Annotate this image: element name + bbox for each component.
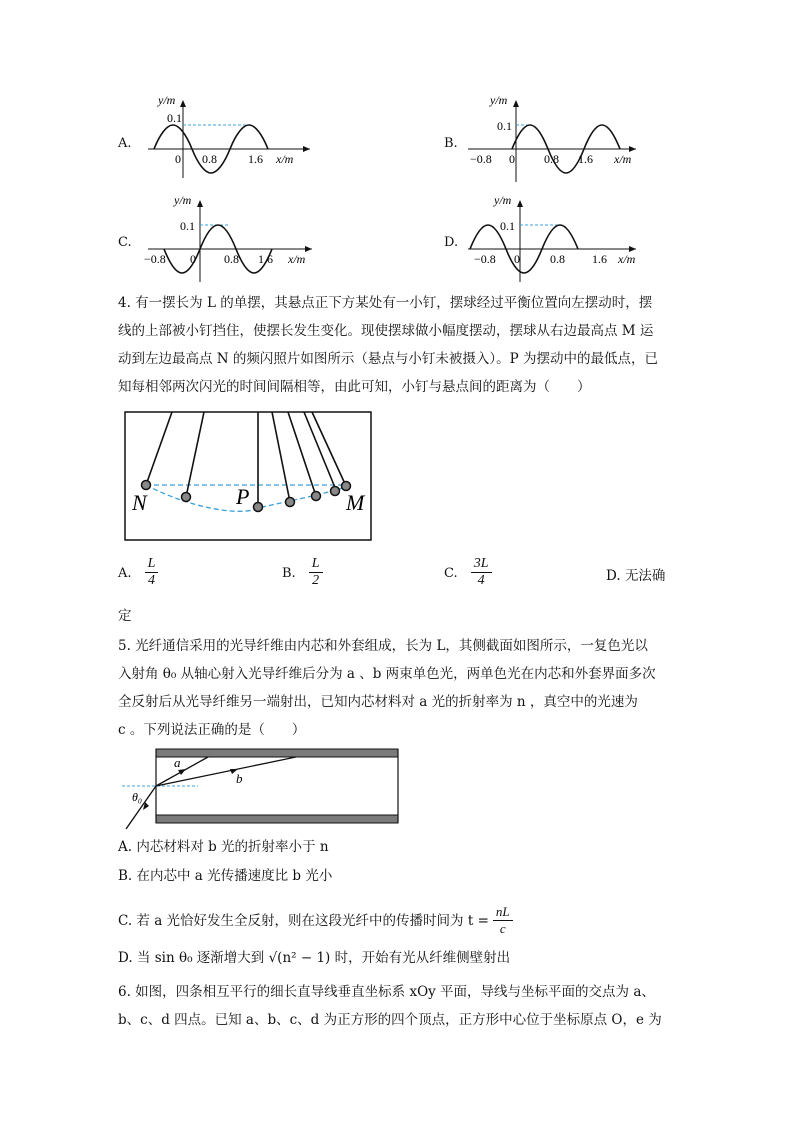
- q3-b-yaxis: y/m: [490, 93, 508, 107]
- label-b: b: [236, 771, 243, 786]
- q5-option-b[interactable]: B. 在内芯中 a 光传播速度比 b 光小: [118, 868, 333, 884]
- q3-d-amp: 0.1: [500, 219, 515, 233]
- bob: [182, 493, 191, 502]
- q3-d-tick: 1.6: [592, 252, 607, 266]
- bob: [142, 481, 151, 490]
- q5-option-a[interactable]: A. 内芯材料对 b 光的折射率小于 n: [118, 839, 329, 855]
- q6-stem-line-2: b、c、d 四点。已知 a、b、c、d 为正方形的四个顶点，正方形中心位于坐标原点 O，e 为: [118, 1012, 662, 1028]
- q3-b-xaxis: x/m: [614, 152, 632, 166]
- label-P: P: [236, 484, 250, 509]
- c-formula-num: nL: [493, 904, 513, 921]
- q3-c-tick: 1.6: [258, 252, 273, 266]
- q3-a-xaxis: x/m: [276, 152, 294, 166]
- q4-stem-line-4: 知每相邻两次闪光的时间间隔相等，由此可知，小钉与悬点间的距离为（ ）: [118, 379, 591, 395]
- label-N: N: [132, 490, 147, 515]
- q3-a-tick: 0.8: [202, 152, 217, 166]
- q3-b-tick: 1.6: [578, 152, 593, 166]
- q3-graph-c: [140, 192, 320, 284]
- q3-graph-a: [140, 92, 320, 184]
- bob: [312, 492, 321, 501]
- q4-stem-line-1: 4. 有一摆长为 L 的单摆，其悬点正下方某处有一小钉，摆球经过平衡位置向左摆动时，摆: [118, 295, 653, 311]
- q3-a-yaxis: y/m: [158, 93, 176, 107]
- q5-stem-line-4: c 。下列说法正确的是（ ）: [118, 722, 306, 738]
- q4-stem-line-2: 线的上部被小钉挡住，使摆长发生变化。现使摆球做小幅度摆动，摆球从右边最高点 M 运: [118, 323, 654, 339]
- q5-option-d[interactable]: D. 当 sin θ₀ 逐渐增大到 √(n² − 1) 时，开始有光从纤维侧壁射出: [118, 950, 511, 966]
- q3-d-tick: 0.8: [550, 252, 565, 266]
- q3-d-xaxis: x/m: [618, 252, 636, 266]
- q4-option-b[interactable]: B. $\frac{L}{2}$: [282, 556, 323, 589]
- q3-b-tick: 0.8: [544, 152, 559, 166]
- q3-graph-b: [464, 92, 644, 184]
- q5-stem-line-3: 全反射后从光导纤维另一端射出，已知内芯材料对 a 光的折射率为 n ，真空中的光速为: [118, 694, 638, 710]
- q3-a-tick: 0: [175, 152, 181, 166]
- q3-b-tick: −0.8: [470, 152, 492, 166]
- q3-c-tick: −0.8: [144, 252, 166, 266]
- q3-c-tick: 0: [190, 252, 196, 266]
- q5-stem-line-2: 入射角 θ₀ 从轴心射入光导纤维后分为 a 、b 两束单色光，两单色光在内芯和外套界面多次: [118, 666, 656, 682]
- q4-option-d-wrap: 定: [118, 608, 132, 624]
- q3-d-tick: −0.8: [474, 252, 496, 266]
- q3-a-amp: 0.1: [167, 111, 182, 125]
- q3-c-yaxis: y/m: [174, 193, 192, 207]
- q3-b-amp: 0.1: [497, 119, 512, 133]
- q4-option-d[interactable]: D. 无法确: [606, 568, 666, 584]
- label-M: M: [346, 490, 365, 515]
- bob: [286, 498, 295, 507]
- q3-c-xaxis: x/m: [288, 252, 306, 266]
- bob: [254, 503, 263, 512]
- q4-option-c[interactable]: C. $\frac{3L}{4}$: [444, 556, 492, 589]
- q3-d-yaxis: y/m: [494, 193, 512, 207]
- q3-a-tick: 1.6: [248, 152, 263, 166]
- label-a: a: [174, 755, 181, 770]
- q3-graph-d: [464, 192, 644, 284]
- q4-stem-line-3: 动到左边最高点 N 的频闪照片如图所示（悬点与小钉未被摄入）。P 为摆动中的最低点，已: [118, 351, 659, 367]
- q3-c-tick: 0.8: [224, 252, 239, 266]
- q5-stem-line-1: 5. 光纤通信采用的光导纤维由内芯和外套组成，长为 L，其侧截面如图所示，一复色光以: [118, 638, 648, 654]
- q4-pendulum-figure: [124, 410, 374, 542]
- q3-option-c-label[interactable]: C.: [118, 235, 132, 250]
- bob: [331, 487, 340, 496]
- q6-stem-line-1: 6. 如图，四条相互平行的细长直导线垂直坐标系 xOy 平面，导线与坐标平面的交点为 a、: [118, 984, 655, 1000]
- label-theta: θ₀: [132, 790, 143, 804]
- c-formula-den: c: [499, 921, 506, 936]
- q3-b-tick: 0: [509, 152, 515, 166]
- q5-fiber-figure: [118, 745, 403, 833]
- q3-option-a-label[interactable]: A.: [118, 136, 132, 151]
- q3-d-tick: 0: [514, 252, 520, 266]
- q3-c-amp: 0.1: [180, 219, 195, 233]
- q4-option-a[interactable]: A. $\frac{L}{4}$: [118, 556, 158, 589]
- q3-option-d-label[interactable]: D.: [444, 235, 459, 250]
- svg-text:y/m: [157, 93, 176, 107]
- q3-option-b-label[interactable]: B.: [444, 136, 458, 151]
- q5-option-c[interactable]: C. 若 a 光恰好发生全反射，则在这段光纤中的传播时间为 t = $\frac{nL}{c}$: [118, 904, 513, 937]
